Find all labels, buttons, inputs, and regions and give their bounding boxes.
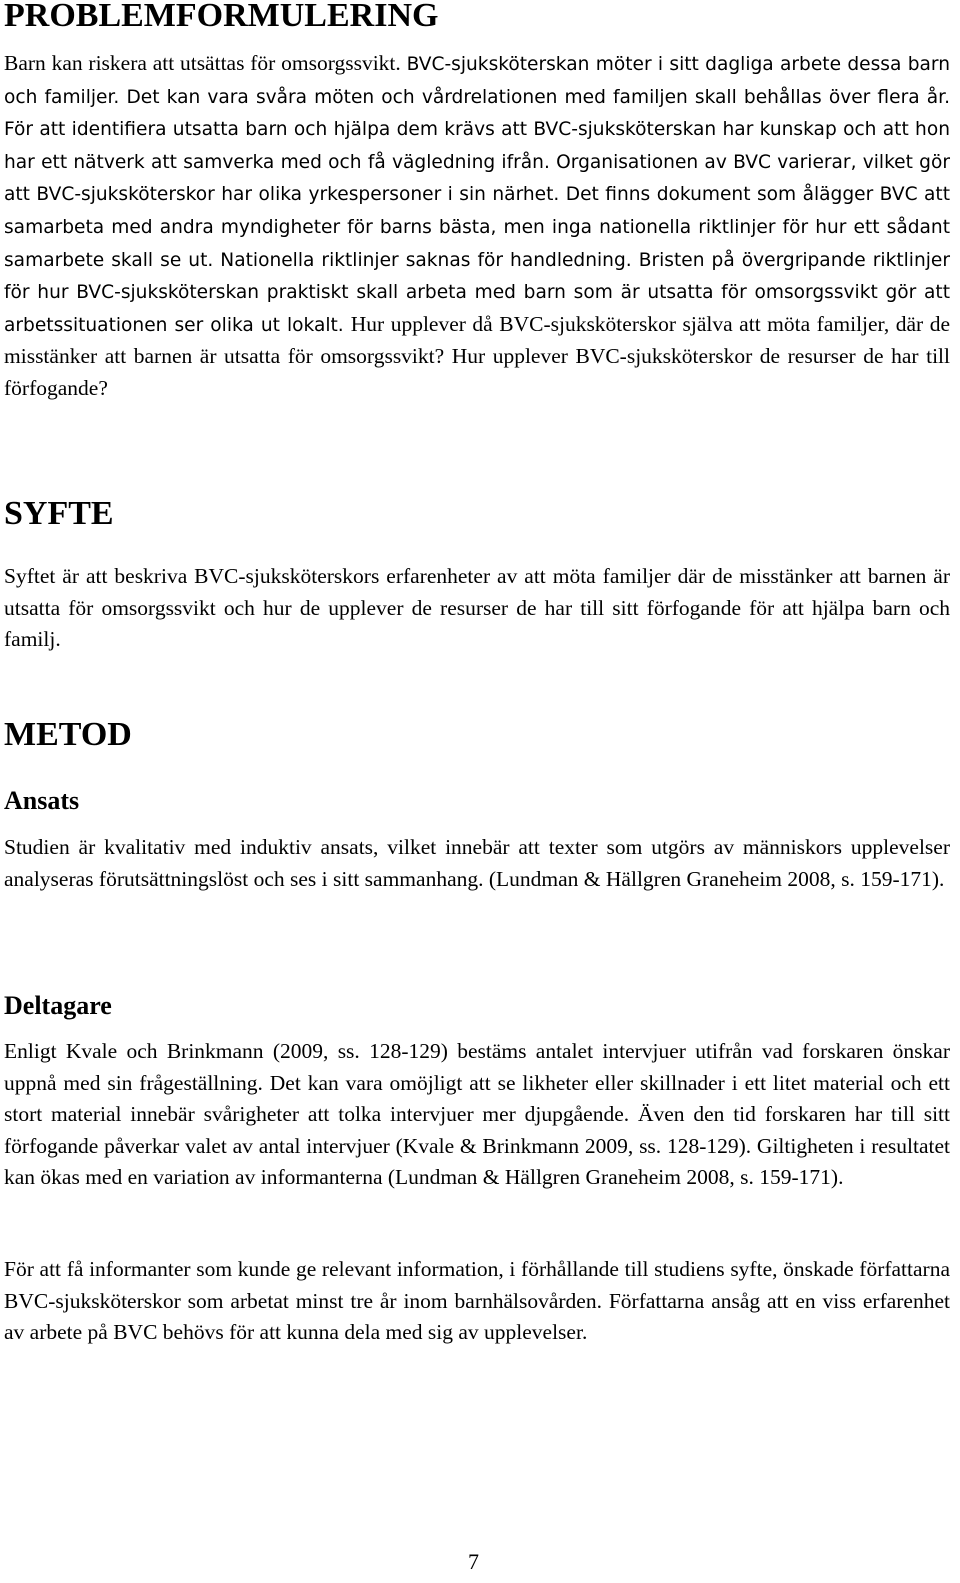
page-number: 7	[468, 1549, 479, 1574]
problem-sentence-4: Hur upplever då BVC-sjuksköterskor själva att möta familjer, där de misstänker att barnen är utsatta för omsorgssvikt? Hur upplever BVC-sjuksköterskor de resurser de har till förfogande?	[4, 311, 950, 400]
heading-ansats: Ansats	[4, 786, 80, 815]
paragraph-syfte: Syftet är att beskriva BVC-sjuksköterskors erfarenheter av att möta familjer där de misstänker att barnen är utsatta för omsorgssvikt och hur de upplever de resurser de har till sitt förfogande för att hjälpa barn och familj.	[4, 564, 950, 652]
paragraph-deltagare-2: För att få informanter som kunde ge relevant information, i förhållande till studiens syfte, önskade författarna BVC-sjuksköterskor som arbetat minst tre år inom barnhälsovården. Författarna ansåg att en viss erfarenhet av arbete på BVC behövs för att kunna dela med sig av upplevelser.	[4, 1257, 950, 1345]
heading-syfte: SYFTE	[4, 495, 114, 532]
problem-sentence-3: För att identifiera utsatta barn och hjälpa dem krävs att BVC-sjuksköterskan har kunskap och att hon har ett nätverk att samverka med och få vägledning ifrån. Organisationen av BVC varierar, vilket gör att BVC-sjuksköterskor har olika yrkespersoner i sin närhet. Det finns dokument som ålägger BVC att samarbeta med andra myndigheter för barns bästa, men inga nationella riktlinjer för hur ett sådant samarbete skall se ut. Nationella riktlinjer saknas för handledning. Bristen på övergripande riktlinjer för hur BVC-sjuksköterskan praktiskt skall arbeta med barn som är utsatta för omsorgssvikt gör att arbetssituationen ser olika ut lokalt.	[4, 119, 950, 336]
paragraph-problemformulering	[4, 48, 950, 405]
paragraph-ansats: Studien är kvalitativ med induktiv ansats, vilket innebär att texter som utgörs av människors upplevelser analyseras förutsättningslöst och ses i sitt sammanhang. (Lundman & Hällgren Graneheim 2008, s. 159-171).	[4, 835, 950, 891]
heading-deltagare: Deltagare	[4, 991, 112, 1020]
problem-sentence-2: BVC-sjuksköterskan möter i sitt dagliga arbete dessa barn och familjer. Det kan vara svåra möten och vårdrelationen med familjen skall behållas över flera år.	[4, 54, 950, 108]
heading-problemformulering: PROBLEMFORMULERING	[4, 0, 439, 34]
heading-metod: METOD	[4, 716, 132, 753]
problem-sentence-1: Barn kan riskera att utsättas för omsorgssvikt.	[4, 51, 407, 75]
paragraph-deltagare-1: Enligt Kvale och Brinkmann (2009, ss. 128-129) bestäms antalet intervjuer utifrån vad forskaren önskar uppnå med sin frågeställning. Det kan vara omöjligt att se likheter eller skillnader i ett litet material och ett stort material innebär svårigheter att tolka intervjuer mer djupgående. Även den tid forskaren har till sitt förfogande påverkar valet av antal intervjuer (Kvale & Brinkmann 2009, ss. 128-129). Giltigheten i resultatet kan ökas med en variation av informanterna (Lundman & Hällgren Graneheim 2008, s. 159-171).	[4, 1039, 950, 1190]
